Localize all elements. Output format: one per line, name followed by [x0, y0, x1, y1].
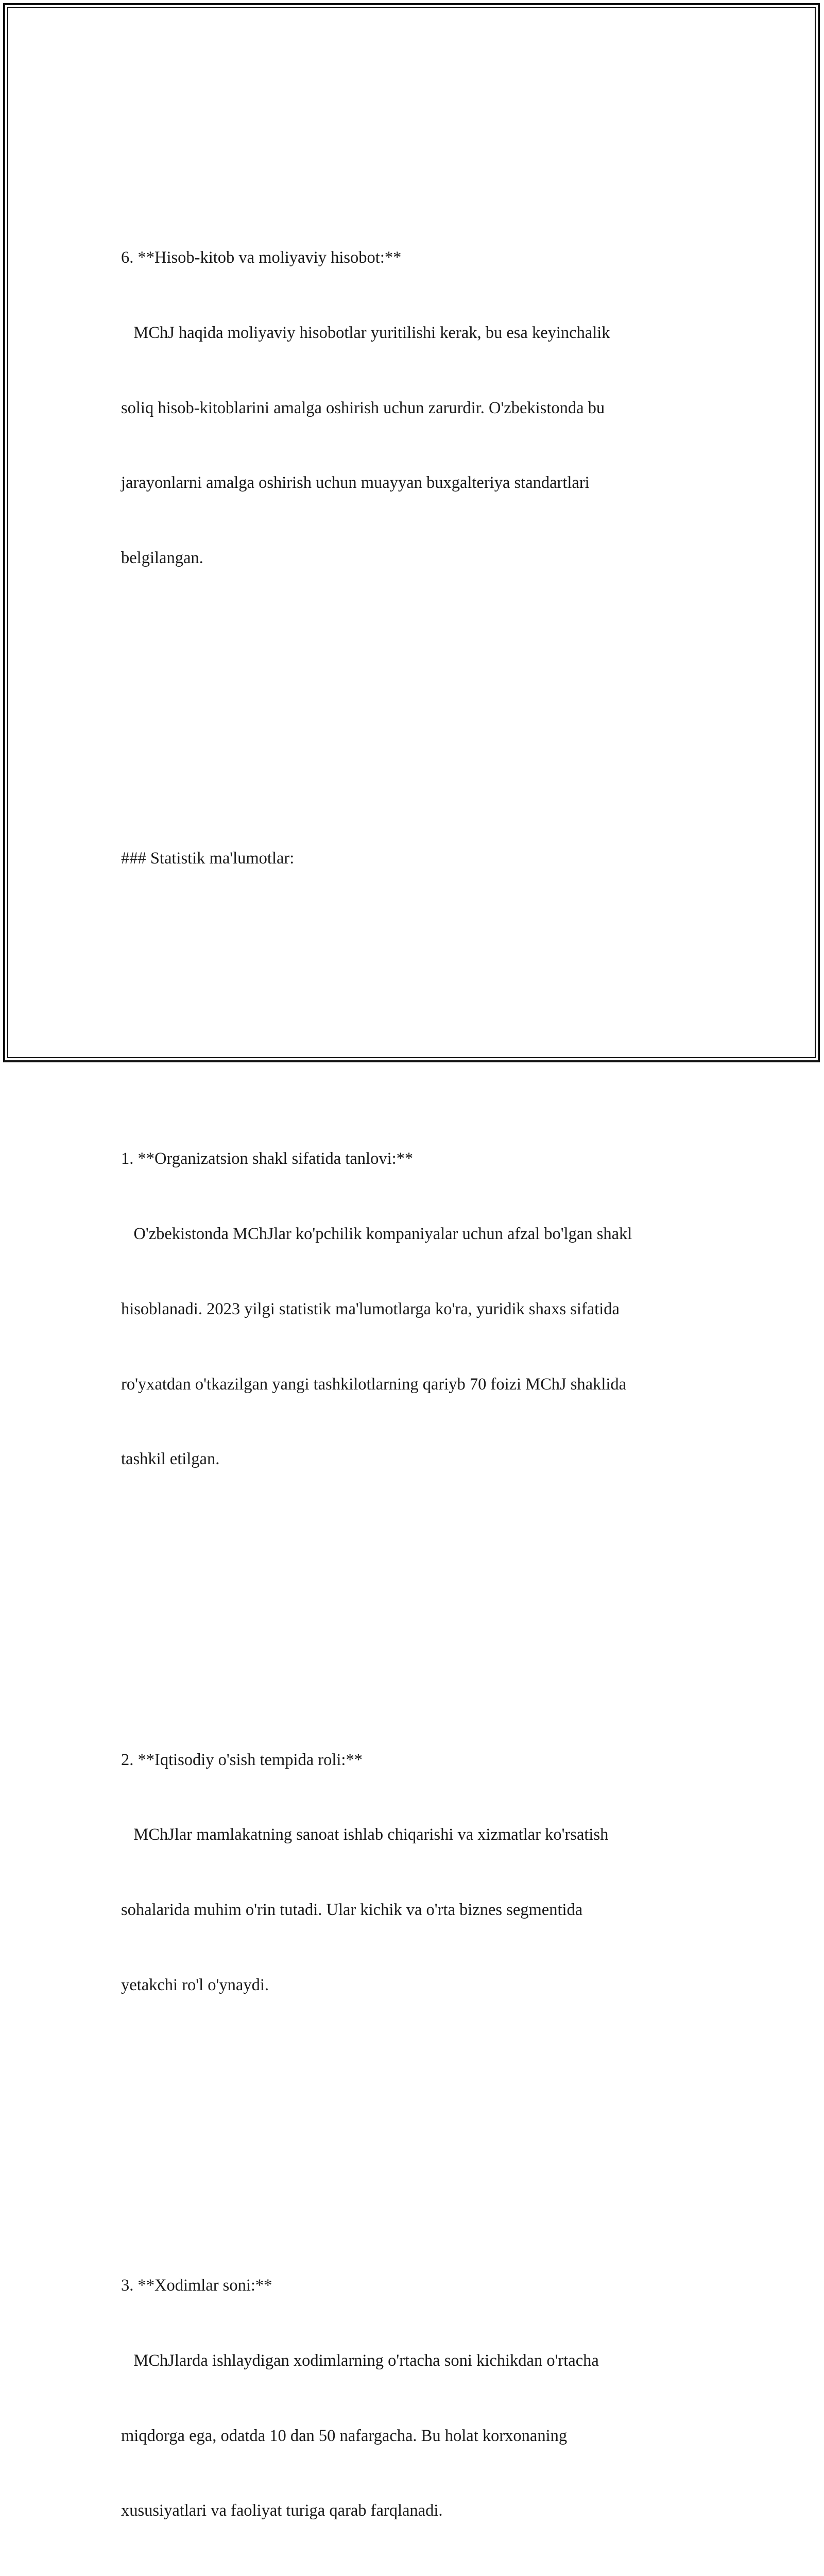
paragraph-line: MChJlar mamlakatning sanoat ishlab chiqarishi va xizmatlar ko'rsatish	[121, 1825, 609, 1844]
paragraph-line: miqdorga ega, odatda 10 dan 50 nafargacha. Bu holat korxonaning	[121, 2426, 568, 2445]
section	[121, 1697, 729, 2047]
paragraph-line: MChJlarda ishlaydigan xodimlarning o'rtacha soni kichikdan o'rtacha	[121, 2351, 599, 2370]
paragraph-line: tashkil etilgan.	[121, 1450, 220, 1469]
paragraph-line: belgilangan.	[121, 549, 203, 568]
spacer	[121, 971, 729, 996]
spacer	[121, 1572, 729, 1597]
section-heading: 3. **Xodimlar soni:**	[121, 2276, 272, 2295]
section-heading: 2. **Iqtisodiy o'sish tempida roli:**	[121, 1750, 363, 1769]
section-heading: ### Statistik ma'lumotlar:	[121, 849, 295, 868]
paragraph-line: MChJ haqida moliyaviy hisobotlar yuritilishi kerak, bu esa keyinchalik	[121, 323, 610, 342]
section-heading: 1. **Organizatsion shakl sifatida tanlovi:**	[121, 1149, 414, 1168]
section	[121, 796, 729, 921]
section	[121, 195, 729, 621]
spacer	[121, 2098, 729, 2123]
section	[121, 1096, 729, 1522]
section-heading: 6. **Hisob-kitob va moliyaviy hisobot:**	[121, 248, 402, 267]
document-body	[121, 120, 729, 2576]
paragraph-line: sohalarida muhim o'rin tutadi. Ular kichik va o'rta biznes segmentida	[121, 1901, 583, 1920]
paragraph-line: hisoblanadi. 2023 yilgi statistik ma'lumotlarga ko'ra, yuridik shaxs sifatida	[121, 1299, 620, 1318]
paragraph-line: yetakchi ro'l o'ynaydi.	[121, 1975, 269, 1994]
paragraph-line: jarayonlarni amalga oshirish uchun muayyan buxgalteriya standartlari	[121, 473, 590, 493]
paragraph-line: soliq hisob-kitoblarini amalga oshirish uchun zarurdir. O'zbekistonda bu	[121, 398, 605, 417]
paragraph-line: ro'yxatdan o'tkazilgan yangi tashkilotlarning qariyb 70 foizi MChJ shaklida	[121, 1375, 627, 1394]
paragraph-line: xususiyatlari va faoliyat turiga qarab farqlanadi.	[121, 2501, 443, 2520]
paragraph-line: O'zbekistonda MChJlar ko'pchilik kompaniyalar uchun afzal bo'lgan shakl	[121, 1225, 632, 1244]
spacer	[121, 671, 729, 696]
section	[121, 2223, 729, 2573]
